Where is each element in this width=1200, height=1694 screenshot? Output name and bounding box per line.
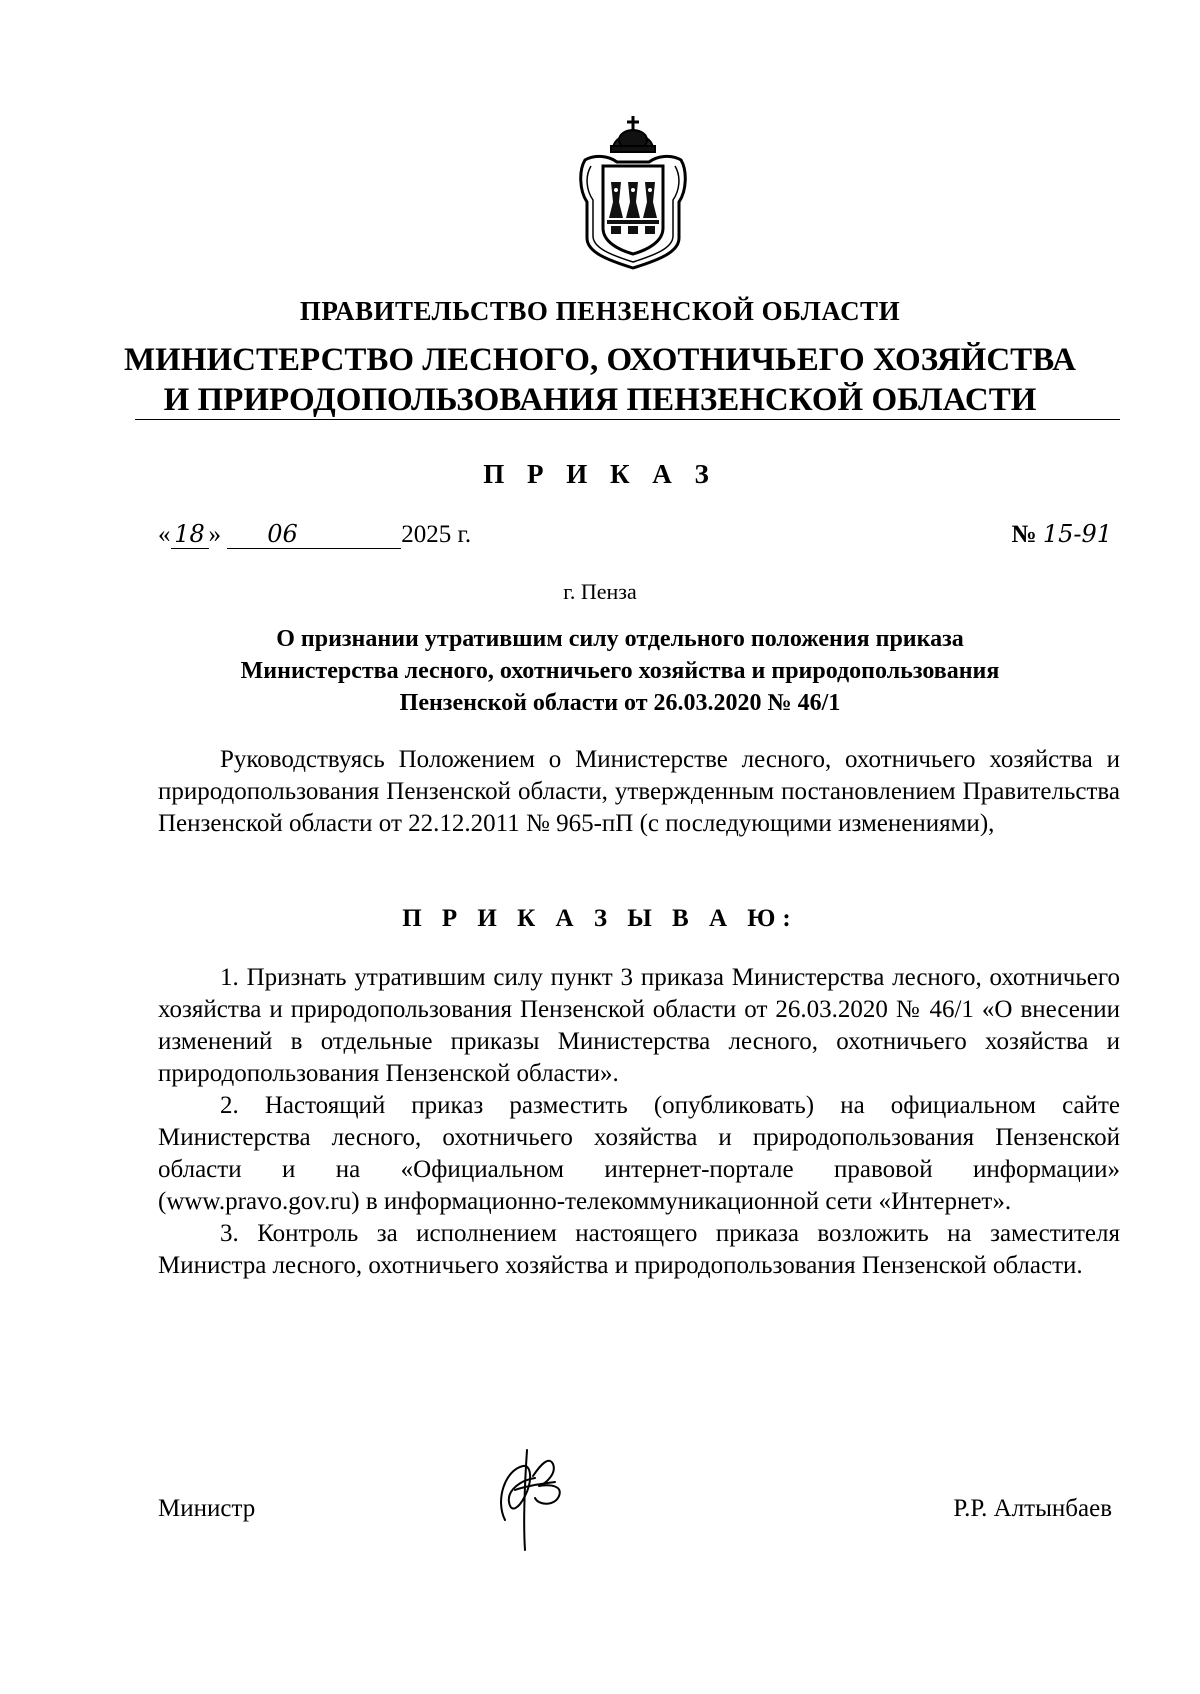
document-type-heading: П Р И К А З (483, 459, 717, 489)
decree-item: 1. Признать утратившим силу пункт 3 приказа Министерства лесного, охотничьего хозяйства и природопользования Пензенской области от 26.03.2020 № 46/1 «О внесении изменений в отдельные приказы Министерства лесного, охотничьего хозяйства и природопользования Пензенской области». (158, 964, 1120, 1087)
subject-line-3: Пензенской области от 26.03.2020 № 46/1 (399, 690, 841, 716)
document-number (1011, 520, 1112, 549)
decree-heading: П Р И К А З Ы В А Ю: (402, 905, 798, 932)
government-title: ПРАВИТЕЛЬСТВО ПЕНЗЕНСКОЙ ОБЛАСТИ (299, 296, 901, 326)
ministry-title (0, 340, 1200, 420)
decree-items (158, 962, 1120, 1282)
date-year: 2025 г. (401, 521, 472, 548)
ministry-title-line-2: И ПРИРОДОПОЛЬЗОВАНИЯ ПЕНЗЕНСКОЙ ОБЛАСТИ (163, 382, 1037, 418)
signatory-title: Министр (158, 1495, 256, 1522)
subject-line-1: О признании утратившим силу отдельного положения приказа (276, 626, 964, 652)
penza-coat-of-arms-icon (577, 110, 689, 272)
date-day: 18 (171, 520, 209, 549)
signatory-name: Р.Р. Алтынбаев (953, 1495, 1112, 1522)
handwritten-signature-icon (475, 1440, 595, 1560)
decree-item: 2. Настоящий приказ разместить (опубликовать) на официальном сайте Министерства лесного, охотничьего хозяйства и природопользования Пензенской области и на «Официальном интернет-портале правовой информации» (www.pravo.gov.ru) в информационно-телекоммуникационной сети «Интернет». (158, 1092, 1120, 1215)
number-value: 15-91 (1042, 520, 1112, 548)
decree-item: 3. Контроль за исполнением настоящего приказа возложить на заместителя Министра лесного, охотничьего хозяйства и природопользования Пензенской области. (158, 1220, 1120, 1279)
preamble-paragraph: Руководствуясь Положением о Министерстве лесного, охотничьего хозяйства и природопользования Пензенской области, утвержденным постановлением Правительства Пензенской области от 22.12.2011 № 965-пП (с последующими изменениями), (158, 746, 1120, 837)
date-close-quote: » (208, 521, 221, 548)
document-city: г. Пенза (563, 579, 637, 604)
ministry-title-line-1: МИНИСТЕРСТВО ЛЕСНОГО, ОХОТНИЧЬЕГО ХОЗЯЙСТВА (124, 342, 1076, 378)
date-open-quote: « (158, 521, 171, 548)
number-prefix: № (1011, 521, 1037, 548)
document-date (158, 520, 471, 549)
document-subject (140, 623, 1100, 719)
header-divider (135, 419, 1120, 420)
date-month: 06 (227, 520, 401, 549)
subject-line-2: Министерства лесного, охотничьего хозяйства и природопользования (240, 658, 1000, 684)
